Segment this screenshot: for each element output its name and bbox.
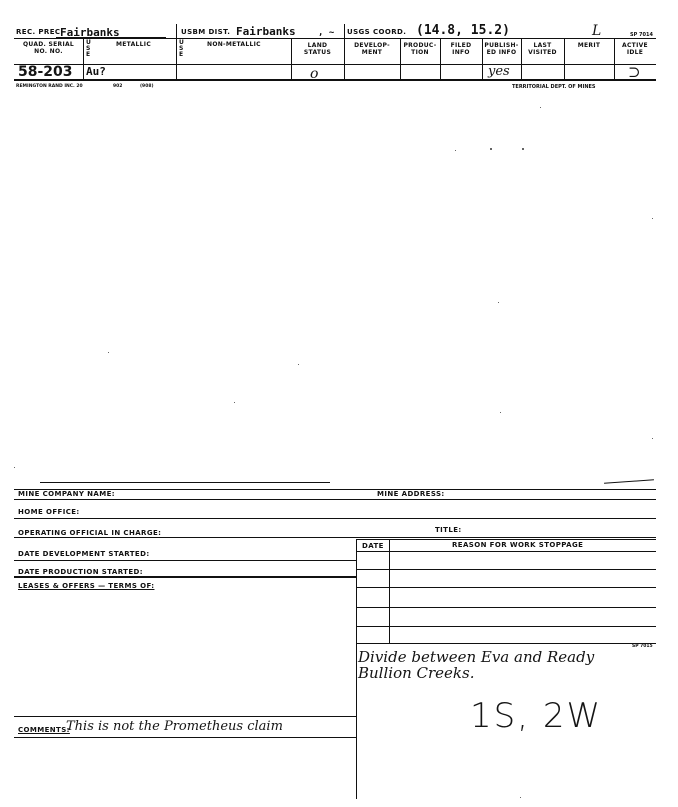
mine-address-label: MINE ADDRESS:	[377, 490, 445, 498]
code-1: 902	[113, 84, 123, 89]
col-non-metallic: NON-METALLIC	[207, 41, 261, 48]
form-number-top: SP 7014	[630, 32, 653, 38]
col-use-metallic: U S E	[86, 39, 92, 58]
rec-prec-value: Fairbanks	[60, 26, 120, 39]
form-number-bottom: SP 7015	[632, 644, 653, 649]
location-note: 1S, 2W	[470, 696, 603, 736]
home-office-label: HOME OFFICE:	[18, 508, 80, 516]
col-production: PRODUC- TION	[403, 42, 437, 56]
col-use-nonmetallic: U S E	[179, 39, 185, 58]
date-development-started-label: DATE DEVELOPMENT STARTED:	[18, 550, 150, 558]
col-last-visited: LAST VISITED	[528, 42, 557, 56]
title-label: TITLE:	[435, 526, 462, 534]
col-land-status: LAND STATUS	[303, 42, 332, 56]
printer-mark: REMINGTON RAND INC. 20	[16, 84, 83, 89]
operating-official-label: OPERATING OFFICIAL IN CHARGE:	[18, 529, 162, 537]
code-2: (908)	[140, 84, 154, 89]
col-published-info: PUBLISH- ED INFO	[484, 42, 519, 56]
row-active-idle: ⊃	[628, 63, 641, 81]
row-serial: 58-203	[18, 64, 73, 80]
dept-label: TERRITORIAL DEPT. OF MINES	[512, 84, 596, 90]
note-line-1: Divide between Eva and Ready	[358, 648, 595, 666]
row-metallic: Au?	[86, 65, 106, 78]
col-filed-info: FILED INFO	[450, 42, 472, 56]
rec-prec-label: REC. PREC.	[16, 28, 64, 36]
col-development: DEVELOP- MENT	[354, 42, 390, 56]
date-col-label: DATE	[362, 542, 384, 550]
comments-label: COMMENTS:	[18, 726, 70, 734]
col-metallic: METALLIC	[116, 41, 152, 48]
note-line-2: Bullion Creeks.	[358, 664, 475, 682]
col-merit: MERIT	[577, 42, 601, 49]
col-active-idle: ACTIVE IDLE	[622, 42, 648, 56]
col-quad-serial: QUAD. SERIAL NO. NO.	[22, 41, 75, 55]
leases-offers-label: LEASES & OFFERS — TERMS OF:	[18, 582, 155, 590]
reason-work-stoppage-label: REASON FOR WORK STOPPAGE	[452, 541, 584, 549]
comments-value: This is not the Prometheus claim	[66, 719, 283, 734]
row-published-info: yes	[488, 64, 510, 79]
usbm-dist-mark: , ~	[318, 28, 335, 38]
usbm-dist-value: Fairbanks	[236, 25, 296, 38]
date-production-started-label: DATE PRODUCTION STARTED:	[18, 568, 143, 576]
row-land-status: o	[310, 66, 319, 82]
usbm-dist-label: USBM DIST.	[181, 28, 231, 36]
mine-company-name-label: MINE COMPANY NAME:	[18, 490, 115, 498]
usgs-coord-label: USGS COORD.	[347, 28, 407, 36]
corner-mark: L	[592, 23, 602, 39]
usgs-coord-value: (14.8, 15.2)	[416, 23, 510, 38]
